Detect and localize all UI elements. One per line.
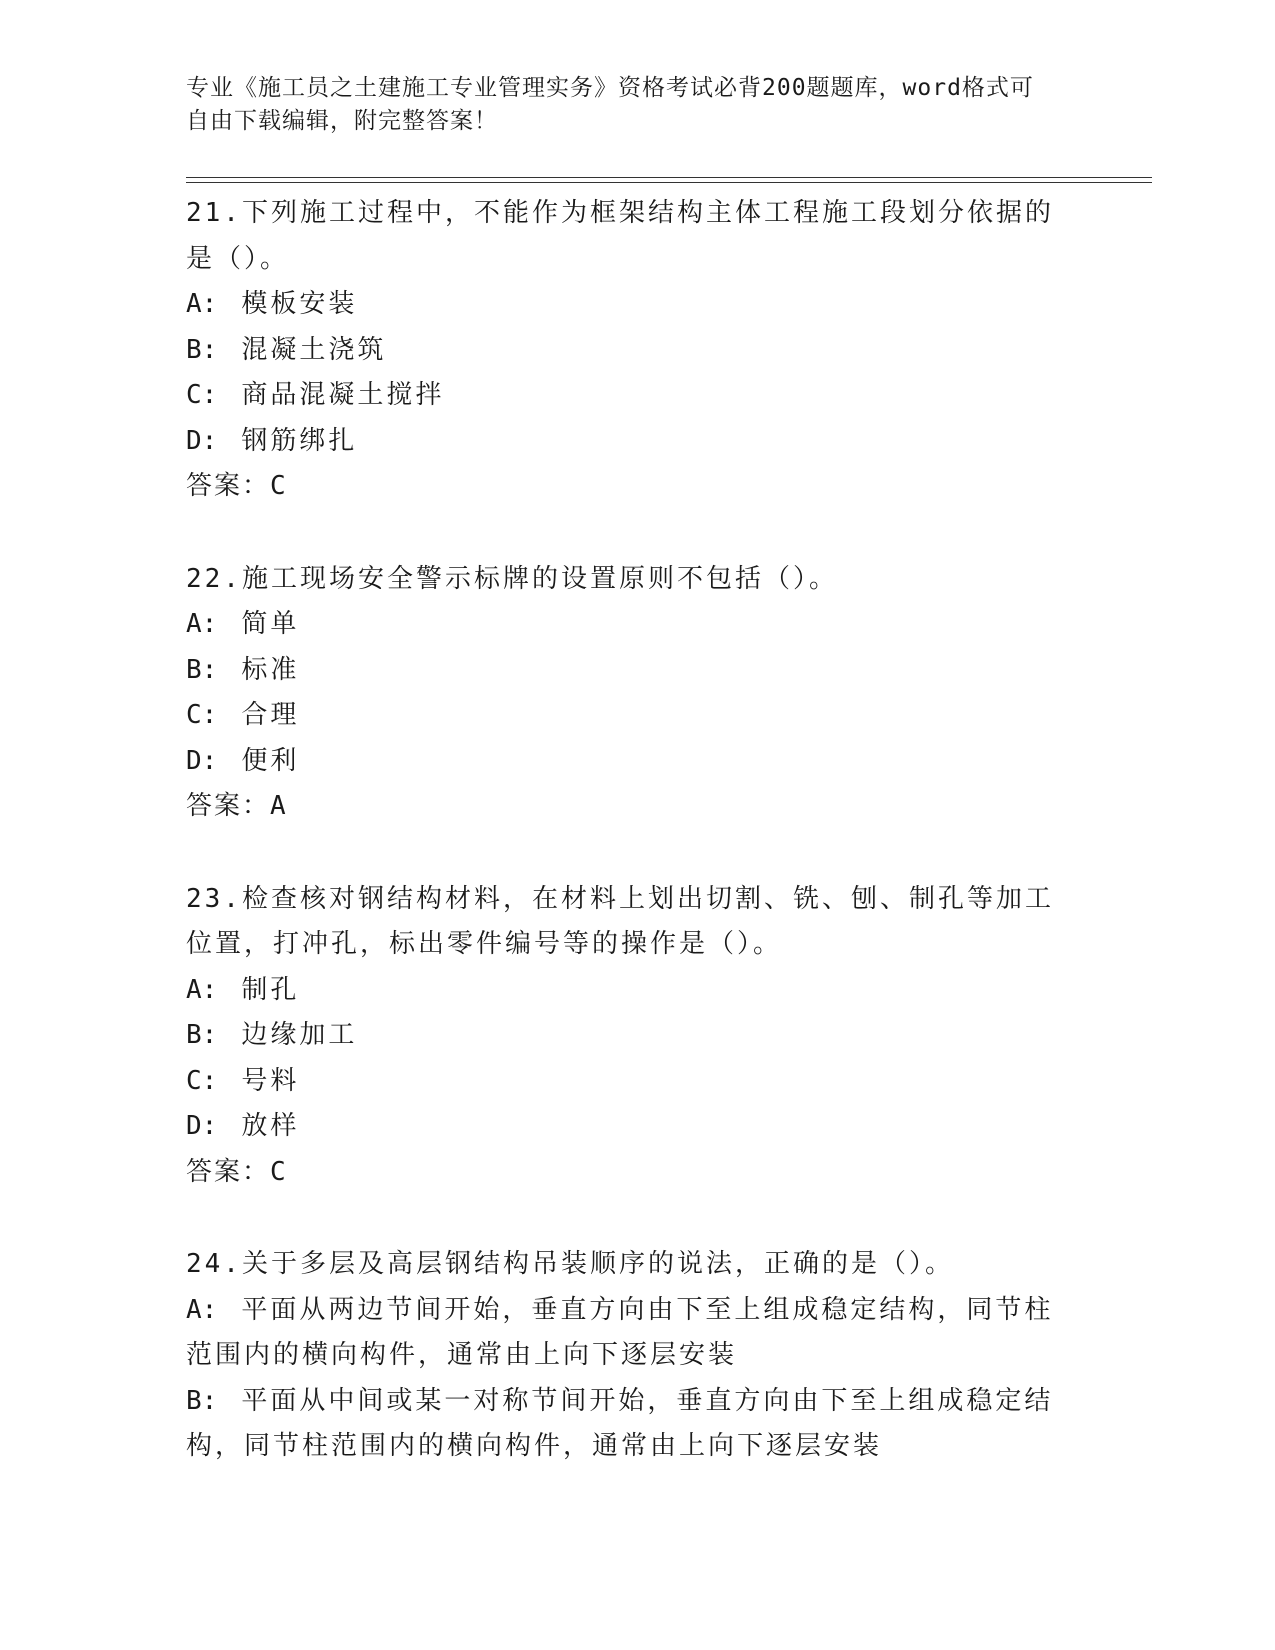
question-22 [186,557,1066,830]
answer-value: C [270,1156,288,1187]
option-key: B: [186,334,218,365]
option-c [186,693,1066,739]
option-key: D: [186,1111,218,1141]
answer-label: 答案： [186,471,271,501]
option-b [186,648,1066,694]
option-text: 模板安装 [241,289,358,319]
option-text: 合理 [241,700,300,730]
option-text: 放样 [241,1111,300,1141]
option-key: D: [186,425,218,456]
option-key: B: [186,1385,218,1416]
answer-line [186,1150,1066,1196]
option-a [186,968,1066,1014]
option-text: 简单 [241,609,300,639]
option-key: A: [186,974,218,1005]
answer-label: 答案： [186,1156,271,1187]
option-a [186,282,1066,328]
option-d [186,739,1066,785]
question-list [186,191,1066,1517]
option-text: 号料 [241,1065,300,1096]
answer-line [186,784,1066,830]
answer-label: 答案： [186,791,271,821]
option-text: 标准 [241,654,300,685]
option-text: 商品混凝土搅拌 [241,380,445,410]
option-d [186,1104,1066,1150]
option-key: B: [186,1020,218,1050]
header-line-2: 自由下载编辑，附完整答案！ [186,108,498,134]
option-key: C: [186,700,218,730]
header-divider-top [186,177,1152,178]
option-text: 混凝土浇筑 [241,334,387,365]
option-key: B: [186,654,218,685]
document-header [186,72,1066,138]
option-key: D: [186,745,218,776]
option-d [186,419,1066,465]
answer-line [186,464,1066,510]
option-c [186,1059,1066,1105]
option-key: C: [186,1065,218,1096]
option-text: 制孔 [241,974,300,1005]
option-key: A: [186,1294,218,1325]
question-23 [186,877,1066,1196]
option-b [186,1379,1066,1470]
answer-value: C [270,471,288,501]
header-divider-bottom [186,182,1152,183]
option-b [186,1013,1066,1059]
option-text: 便利 [241,745,300,776]
question-21 [186,191,1066,510]
option-key: A: [186,609,218,639]
answer-value: A [270,791,288,821]
option-a [186,602,1066,648]
question-24 [186,1242,1066,1470]
option-key: C: [186,380,218,410]
option-text: 钢筋绑扎 [241,425,358,456]
option-text: 平面从中间或某一对称节间开始，垂直方向由下至上组成稳定结构，同节柱范围内的横向构件，通常由上向下逐层安装 [186,1385,1054,1461]
option-key: A: [186,289,218,319]
question-stem: 22.施工现场安全警示标牌的设置原则不包括（）。 [186,563,838,594]
question-stem: 24.关于多层及高层钢结构吊装顺序的说法，正确的是（）。 [186,1249,954,1279]
question-stem: 21.下列施工过程中，不能作为框架结构主体工程施工段划分依据的是（）。 [186,198,1054,274]
option-text: 平面从两边节间开始，垂直方向由下至上组成稳定结构，同节柱范围内的横向构件，通常由上向下逐层安装 [186,1294,1054,1370]
option-b [186,328,1066,374]
header-line-1: 专业《施工员之土建施工专业管理实务》资格考试必背200题题库，word格式可 [186,75,1034,101]
option-a [186,1288,1066,1379]
option-text: 边缘加工 [241,1020,358,1050]
option-c [186,373,1066,419]
question-stem: 23.检查核对钢结构材料，在材料上划出切割、铣、刨、制孔等加工位置，打冲孔，标出零件编号等的操作是（）。 [186,883,1054,959]
